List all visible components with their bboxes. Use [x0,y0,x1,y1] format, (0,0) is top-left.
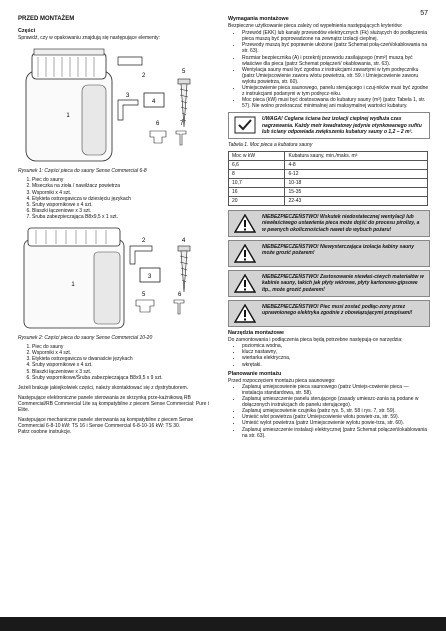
figure-2-parts-diagram [18,224,218,332]
heater-illustration [24,228,124,328]
section-title: PRZED MONTAŻEM [18,16,75,22]
table-cell: 6,6 [229,161,285,170]
list-item: • Zaplanuj umieszczenie panelu sterującego (zasady umieszc-zania są podane w dołączonych instrukcjach do panelu sterującego). [242,396,430,408]
list-item: 5. Śruby wspornikowe x 4 szt. [32,202,218,208]
fig1-label: 1 [66,113,70,120]
table-cell: 4-8 [285,161,428,170]
list-item: 3. Etykieta ostrzegawcza w dwanaście językach [32,356,218,362]
fig2-label: 4 [182,238,186,245]
tools-list [228,343,430,367]
danger-box-ventilation [228,210,430,237]
list-item: • klucz nastawny, [242,349,430,355]
danger-box-electrician [228,300,430,327]
heater-illustration [26,49,112,161]
warning-triangle-icon [234,304,256,323]
parts-heading: Części [18,28,36,35]
fig2-label: 1 [71,282,75,289]
table-cell: 15-35 [285,188,428,197]
caution-box [228,112,430,139]
table-header-row [229,152,428,161]
table-row [229,179,428,188]
table-cell: 16 [229,188,285,197]
danger-box-materials [228,270,430,297]
list-item: • Moc pieca (kW) musi być dostosowana do kubatury sauny (m³) (patrz Tabela 1, str. 57). Nie wolno przekraczać minimalnej ani maksymalnej wartości kubatury. [242,97,430,109]
requirements-heading: Wymagania montażowe [228,16,289,22]
table-cell: 20 [229,197,285,206]
list-item: • poziomica wodna, [242,343,430,349]
mechanical-panels-note: Następujące mechaniczne panele sterowania są kompatybilne z piecem Sense Commercial 6-8-10 kW: TS 16 i Sense Commercial 6-8-10-16 kW: TS 30. [18,417,194,430]
fig2-label: 5 [142,292,146,299]
planning-intro: Przed rozpoczęciem montażu pieca saunowego: [228,377,336,384]
instructions-note: Patrz osobne instrukcje. [18,429,72,436]
fig1-label: 7 [180,121,184,128]
figure-1-parts-list [18,177,218,220]
danger-box-insulation [228,240,430,267]
list-item: • Przewody muszą być poprawnie ułożone (patrz Schemat połą-czeń/okablowania na str. 63). [242,42,430,54]
list-item: 7. Śruba zabezpieczająca B8x9,5 x 1 szt. [32,214,218,220]
warning-triangle-icon [234,244,256,263]
list-item: • Zaplanuj umieszczenie instalacji elektrycznej (patrz Schemat połączeń/okablowania na str. 63). [242,427,430,439]
list-item: • Umieść wylot powietrza (patrz Umiejscowienie wylotu powie-trza, str. 60). [242,420,430,426]
list-item: • wkrętaki. [242,362,430,368]
fig2-label: 2 [142,238,146,245]
table-caption: Tabela 1. Moc pieca a kubatura sauny [228,142,313,149]
list-item: • Wentylacja sauny musi być zgodna z instrukcjami zawartymi w tym podręczniku (patrz Umiejscowienie zaworu wlotu powietrza, str. 59. i Umiejscowienie zaworu wylotu powietrza, str. 60). [242,67,430,85]
danger-text: NIEBEZPIECZEŃSTWO! Zastosowanie niewłaś-ciwych materiałów w kabinie sauny, takich jak płyty wiórowe, płyty kartonowo-gipsowe itp., może grozić pożarem! [262,274,424,293]
tools-intro: Do zamontowania i podłączenia pieca będą potrzebne następują-ce narzędzia: [228,337,403,344]
fig2-label: 3 [148,274,152,281]
list-item: 4. Śruby wspornikowe x 4 szt. [32,362,218,368]
table-header: Kubatura sauny, min./maks. m³ [285,152,428,161]
table-cell: 10,7 [229,179,285,188]
caution-text: UWAGA! Ceglana ściana bez izolacji cieplnej wydłuża czas nagrzewania. Każdy metr kwadratowy jedynie otynkowanego sufitu lub ściany odpowiada zwiększeniu kubatury sauny o 1,2 – 2 m³. [262,116,422,135]
fig1-label: 5 [182,69,186,76]
power-volume-table [228,151,428,206]
table-row [229,170,428,179]
fig1-label: 6 [156,121,160,128]
table-row [229,161,428,170]
screw-illustration [178,79,190,127]
table-header: Moc w kW [229,152,285,161]
list-item: 6. Blaszki łączeniowe x 3 szt. [32,208,218,214]
table-cell: 22-43 [285,197,428,206]
requirements-list [228,30,430,109]
table-cell: 8 [229,170,285,179]
fig2-label: 6 [178,292,182,299]
requirements-intro: Bezpieczne użytkowanie pieca zależy od wypełnienia następujących kryteriów: [228,23,403,30]
warning-triangle-icon [234,274,256,293]
list-item: • Umiejscowienie pieca saunowego, panelu sterującego i czuj-ników musi być zgodne z instrukcjami podanymi w tym podręcz-niku. [242,85,430,97]
list-item: 3. Wsporniki x 4 szt. [32,190,218,196]
table-cell: 6-12 [285,170,428,179]
list-item: • wiertarka elektryczna, [242,355,430,361]
list-item: 4. Etykieta ostrzegawcza w dziesięciu językach [32,196,218,202]
danger-text: NIEBEZPIECZEŃSTWO! Wskutek niedostatecznej wentylacji lub niewłaściwego ustawienia pieca może dojść do procesu pirolizy, a w pewnych okolicznościach nawet do wybuch pożaru! [262,214,420,233]
checkmark-caution-icon [234,116,256,134]
fig1-label: 2 [142,73,146,80]
list-item: • Przewód (EKK) lub kanały przewodów elektrycznych (Fk) służących do podłączenia pieca muszą być poprowadzone na zewnątrz izolacji cieplnej. [242,30,430,42]
fig1-label: 4 [152,99,156,106]
electronic-panels-note: Następujące elektroniczne panele sterowania ze skrzynką prze-kaźnikową RB Commercial/RB Commercial Lite są kompatybilne z piecem Sense Commercial: Pure i Elite. [18,394,209,413]
left-column [18,16,218,439]
figure-1-caption: Rysunek 1: Części pieca do sauny Sense Commercial 6-8 [18,168,147,175]
danger-text: NIEBEZPIECZEŃSTWO! Niewystarczająca izolacja kabiny sauny może grozić pożarem! [262,244,414,257]
list-item: • Zaplanuj umiejscowienie czujnika (patrz rys. 5, str. 58 i rys. 7, str. 59). [242,408,430,414]
screw-illustration [178,246,190,292]
list-item: 2. Miseczka na zioła / nawilżacz powietrza [32,183,218,189]
list-item: • Rozmiar bezpiecznika (A) i przekrój przewodu zasilającego (mm²) muszą być właściwe dla pieca (patrz Schemat połączeń/ okablowania, str. 63). [242,55,430,67]
planning-heading: Planowanie montażu [228,370,282,377]
figure-1-parts-diagram [18,45,218,165]
missing-parts-note: Jeżeli brakuje jakiejkolwiek części, należy skontaktować się z dystrybutorem. [18,384,189,391]
parts-intro: Sprawdź, czy w opakowaniu znajdują się następujące elementy: [18,35,161,42]
table-row [229,197,428,206]
list-item: 6. Śruby wspornikowe/Śruba zabezpieczająca B8x9,5 x 9 szt. [32,375,218,381]
figure-2-caption: Rysunek 2: Części pieca do sauny Sense Commercial 10-20 [18,335,153,342]
right-column [228,16,430,441]
page-number: 57 [420,10,428,17]
list-item: • Umieść wlot powietrza (patrz Umiejscowienie wlotu powietr-za, str. 59). [242,414,430,420]
planning-list [228,384,430,439]
list-item: • Zaplanuj umiejscowienie pieca saunowego (patrz Umiejs-cowienie pieca — instalacja standardowa, str. 58). [242,384,430,396]
danger-text: NIEBEZPIECZEŃSTWO! Piec musi zostać podłąc-zony przez uprawnionego elektryka zgodnie z obowiązującymi przepisami! [262,304,413,317]
warning-triangle-icon [234,214,256,233]
list-item: 1. Piec do sauny [32,344,218,350]
tools-heading: Narzędzia montażowe [228,330,285,337]
fig1-label: 3 [126,93,130,100]
list-item: 5. Blaszki łączeniowe x 3 szt. [32,369,218,375]
list-item: 1. Piec do sauny [32,177,218,183]
table-cell: 10-18 [285,179,428,188]
figure-2-parts-list [18,344,218,381]
list-item: 2. Wsporniki x 4 szt. [32,350,218,356]
footer-bar [0,617,446,631]
table-row [229,188,428,197]
